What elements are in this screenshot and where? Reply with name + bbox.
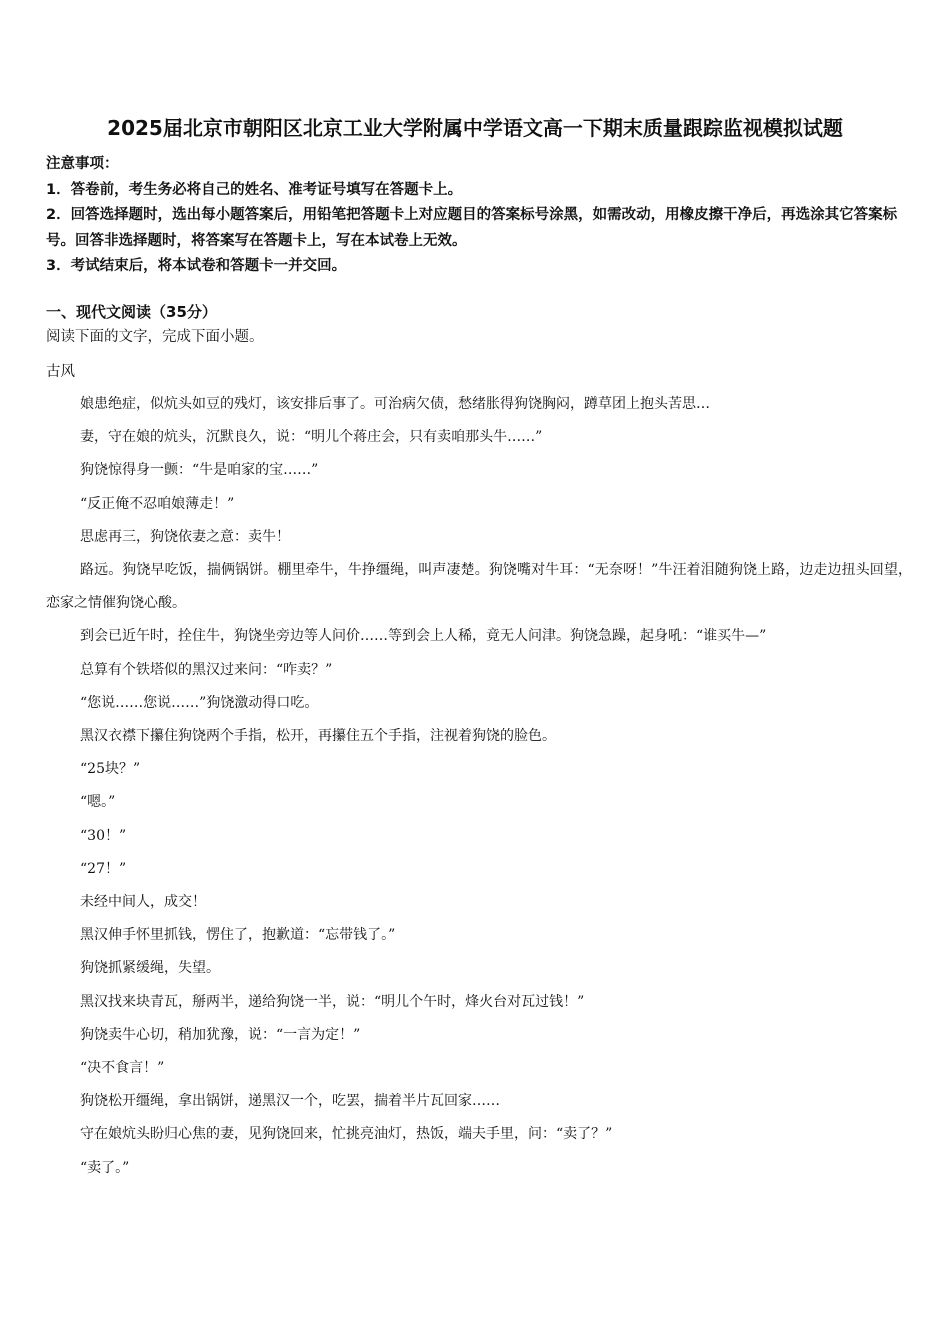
story-paragraph: 到会已近午时，拴住牛，狗饶坐旁边等人问价……等到会上人稀，竟无人问津。狗饶急躁，起身吼：“谁买牛—” (80, 628, 767, 645)
notes-item: 3．考试结束后，将本试卷和答题卡一并交回。 (46, 258, 347, 274)
story-paragraph: 狗饶卖牛心切，稍加犹豫，说：“一言为定！” (80, 1026, 361, 1043)
story-paragraph: 妻，守在娘的炕头，沉默良久，说：“明儿个蒋庄会，只有卖咱那头牛……” (80, 429, 543, 446)
story-paragraph: 守在娘炕头盼归心焦的妻，见狗饶回来，忙挑亮油灯，热饭，端夫手里，问：“卖了？” (80, 1126, 613, 1143)
story-body (46, 388, 912, 1185)
story-paragraph: 路远。狗饶早吃饭，揣俩锅饼。棚里牵牛，牛挣缰绳，叫声凄楚。狗饶嘴对牛耳：“无奈呀！”牛汪着泪随狗饶上路，边走边扭头回望，恋家之情催狗饶心酸。 (46, 562, 912, 612)
notes-block (46, 152, 912, 280)
notes-item: 2．回答选择题时，选出每小题答案后，用铅笔把答题卡上对应题目的答案标号涂黑，如需改动，用橡皮擦干净后，再选涂其它答案标号。回答非选择题时，将答案写在答题卡上，写在本试卷上无效。 (46, 207, 898, 249)
story-paragraph: 思虑再三，狗饶依妻之意：卖牛！ (80, 528, 290, 545)
story-paragraph: 未经中间人，成交！ (80, 894, 206, 911)
story-paragraph: 黑汉衣襟下攥住狗饶两个手指，松开，再攥住五个手指，注视着狗饶的脸色。 (80, 728, 556, 745)
story-paragraph: “嗯。” (80, 794, 116, 811)
story-paragraph: “决不食言！” (80, 1060, 165, 1077)
section-heading: 一、现代文阅读（35分） (46, 303, 217, 321)
story-paragraph: “30！” (80, 827, 127, 844)
story-paragraph: 狗饶惊得身一颤：“牛是咱家的宝……” (80, 462, 319, 479)
story-paragraph: 总算有个铁塔似的黑汉过来问：“咋卖？” (80, 661, 333, 678)
story-paragraph: “卖了。” (80, 1159, 130, 1176)
story-paragraph: 狗饶抓紧缓绳，失望。 (80, 960, 220, 977)
section-intro: 阅读下面的文字，完成下面小题。 (46, 329, 264, 345)
story-paragraph: “您说……您说……”狗饶激动得口吃。 (80, 694, 319, 711)
story-title: 古风 (46, 364, 75, 380)
section-reading (46, 300, 912, 385)
story-paragraph: “反正俺不忍咱娘薄走！” (80, 495, 235, 512)
story-paragraph: 狗饶松开缰绳，拿出锅饼，递黑汉一个，吃罢，揣着半片瓦回家…… (80, 1093, 500, 1110)
story-paragraph: “27！” (80, 860, 127, 877)
story-paragraph: “25块？” (80, 761, 141, 778)
notes-heading: 注意事项： (46, 156, 119, 172)
document-title: 2025届北京市朝阳区北京工业大学附属中学语文高一下期末质量跟踪监视模拟试题 (107, 116, 843, 140)
story-paragraph: 黑汉伸手怀里抓钱，愣住了，抱歉道：“忘带钱了。” (80, 927, 396, 944)
story-paragraph: 黑汉找来块青瓦，掰两半，递给狗饶一半，说：“明儿个午时，烽火台对瓦过钱！” (80, 993, 585, 1010)
notes-item: 1．答卷前，考生务必将自己的姓名、准考证号填写在答题卡上。 (46, 181, 463, 198)
story-paragraph: 娘患绝症，似炕头如豆的残灯，该安排后事了。可治病欠债，愁绪胀得狗饶胸闷，蹲草团上抱头苦思… (80, 396, 710, 412)
